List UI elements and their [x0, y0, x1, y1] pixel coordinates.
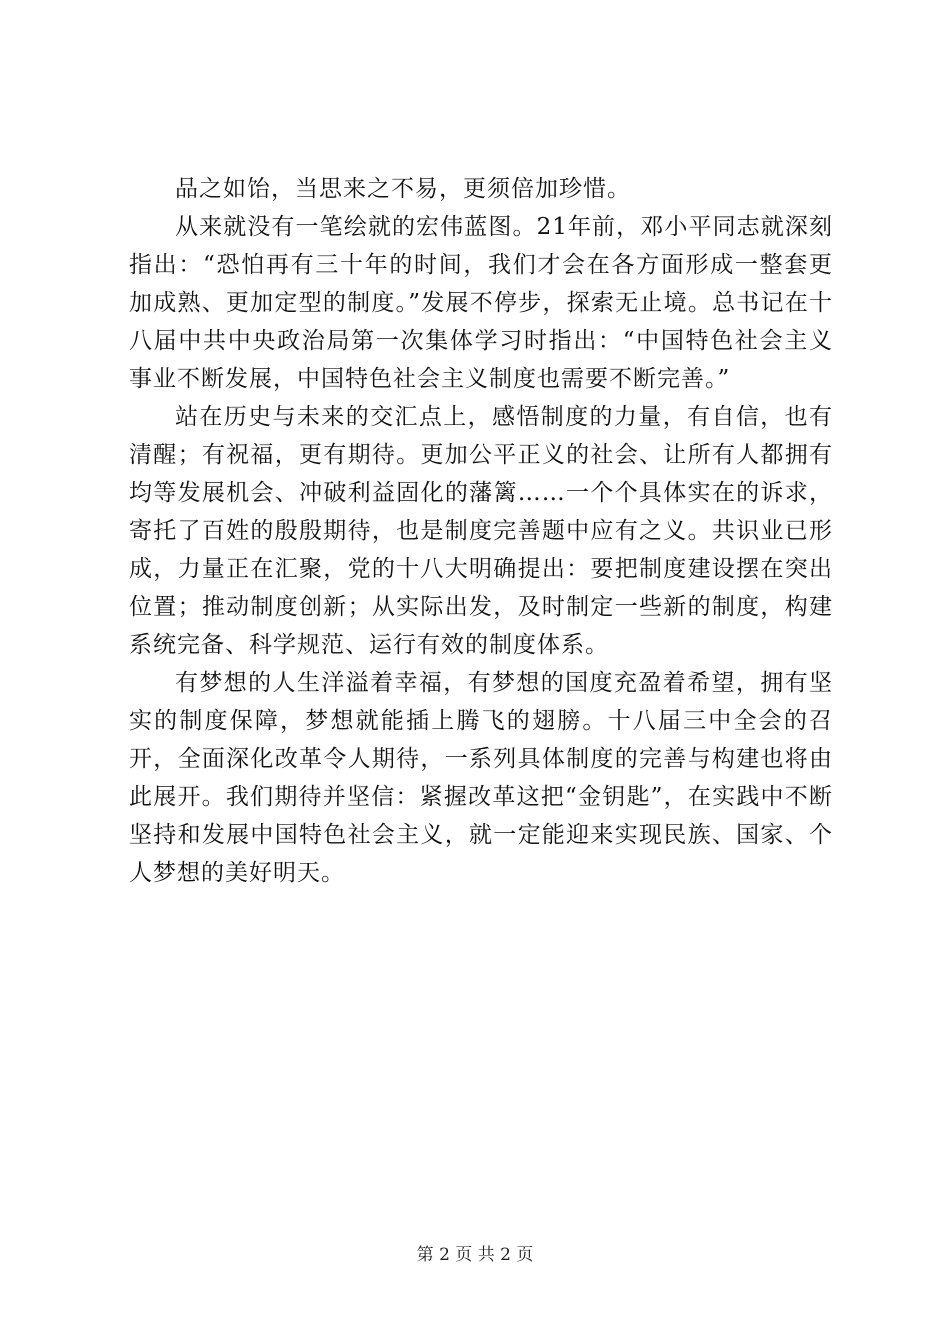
paragraph-3: 站在历史与未来的交汇点上，感悟制度的力量，有自信，也有清醒；有祝福，更有期待。更加公平正义的社会、让所有人都拥有均等发展机会、冲破利益固化的藩篱……一个个具体实在的诉求，寄托了百姓的殷殷期待，也是制度完善题中应有之义。共识业已形成，力量正在汇聚，党的十八大明确提出：要把制度建设摆在突出位置；推动制度创新；从实际出发，及时制定一些新的制度，构建系统完备、科学规范、运行有效的制度体系。 — [129, 404, 833, 658]
paragraph-1: 品之如饴，当思来之不易，更须倍加珍惜。 — [175, 176, 631, 202]
page-number-footer: 第 2 页 共 2 页 — [416, 1245, 534, 1265]
document-body — [129, 170, 833, 892]
paragraph-2: 从来就没有一笔绘就的宏伟蓝图。21年前，邓小平同志就深刻指出：“恐怕再有三十年的时间，我们才会在各方面形成一整套更加成熟、更加定型的制度。”发展不停步，探索无止境。总书记在十八届中共中央政治局第一次集体学习时指出：“中国特色社会主义事业不断发展，中国特色社会主义制度也需要不断完善。” — [129, 214, 833, 392]
paragraph-4: 有梦想的人生洋溢着幸福，有梦想的国度充盈着希望，拥有坚实的制度保障，梦想就能插上腾飞的翅膀。十八届三中全会的召开，全面深化改革令人期待，一系列具体制度的完善与构建也将由此展开。我们期待并坚信：紧握改革这把“金钥匙”，在实践中不断坚持和发展中国特色社会主义，就一定能迎来实现民族、国家、个人梦想的美好明天。 — [129, 670, 833, 886]
